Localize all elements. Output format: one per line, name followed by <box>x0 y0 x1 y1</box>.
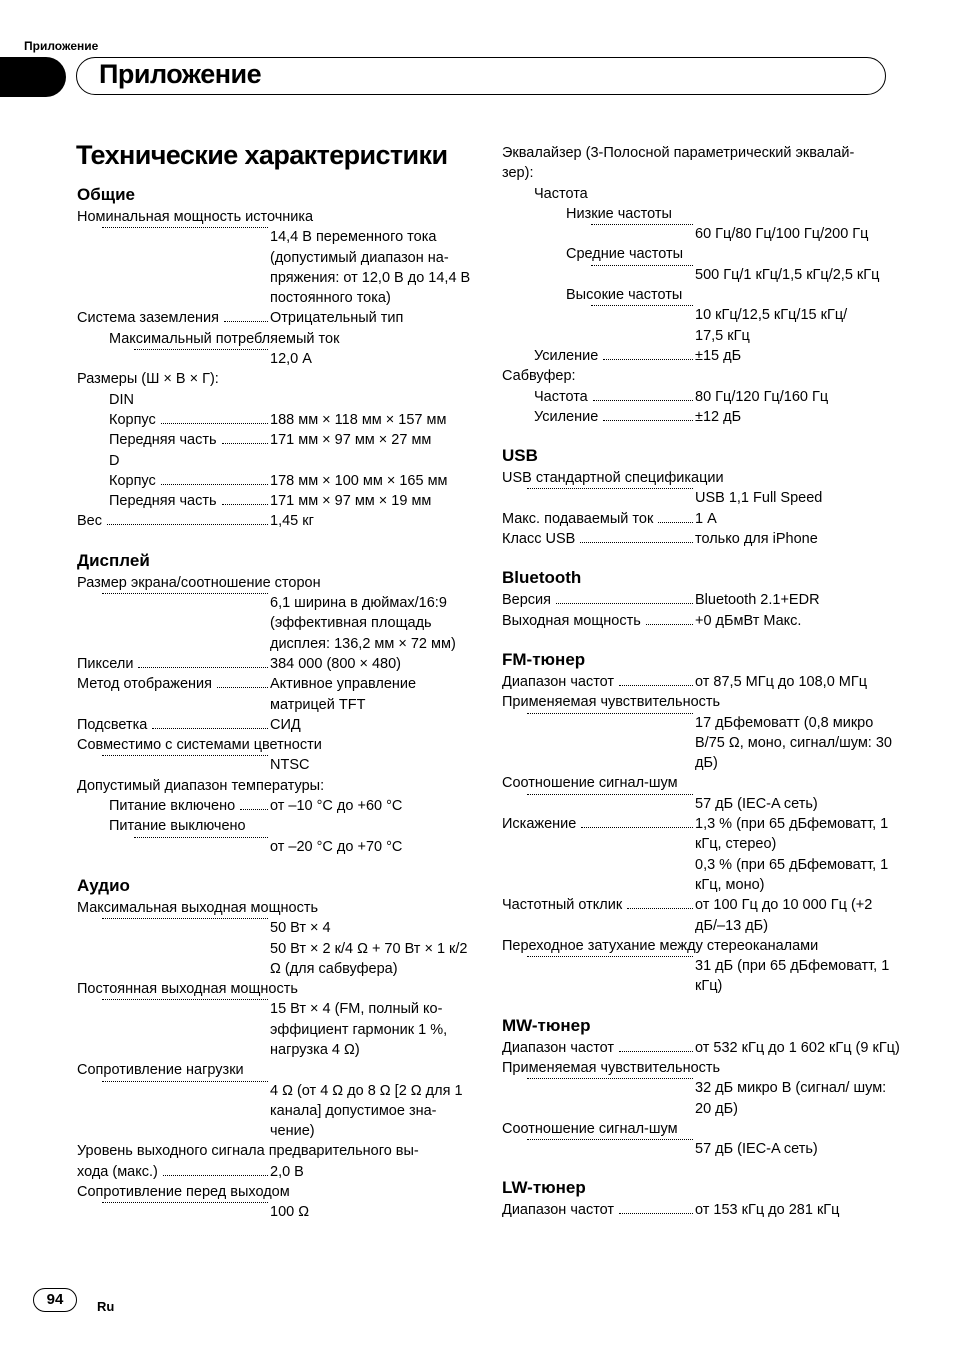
spec-label: Соотношение сигнал-шум <box>502 1120 678 1137</box>
spec-value: 384 000 (800 × 480) <box>270 655 402 672</box>
dot-leader <box>224 321 268 322</box>
spec-value: USB 1,1 Full Speed <box>695 490 823 507</box>
spec-value: Bluetooth 2.1+EDR <box>695 592 820 609</box>
spec-block-equalizer <box>502 143 902 427</box>
spec-label: Сабвуфер: <box>502 368 576 385</box>
section-heading-audio: Аудио <box>77 875 130 895</box>
spec-row <box>502 163 902 183</box>
spec-value: СИД <box>270 716 301 733</box>
spec-label: Средние частоты <box>566 246 684 263</box>
spec-row <box>77 755 472 775</box>
spec-label: DIN <box>109 391 134 408</box>
spec-row <box>502 956 902 997</box>
dot-leader <box>527 956 693 957</box>
spec-label: Уровень выходного сигнала предварительного вы- <box>77 1143 419 1160</box>
page-number: 94 <box>33 1288 77 1312</box>
dot-leader <box>161 423 268 424</box>
spec-row <box>77 898 472 918</box>
spec-row <box>502 1038 902 1058</box>
spec-row <box>77 776 472 796</box>
dot-leader <box>591 265 693 266</box>
dot-leader <box>619 685 693 686</box>
spec-row <box>502 305 902 346</box>
spec-block-display <box>77 573 472 857</box>
spec-label: Класс USB <box>502 531 576 548</box>
spec-row <box>502 509 902 529</box>
spec-label: Низкие частоты <box>566 205 672 222</box>
spec-label: Система заземления <box>77 310 219 327</box>
spec-value: 17 дБфемоватт (0,8 микро В/75 Ω, моно, сигнал/шум: 30 дБ) <box>695 714 892 772</box>
spec-value: от –20 °C до +70 °C <box>270 838 403 855</box>
spec-value: 32 дБ микро В (сигнал/ шум: 20 дБ) <box>695 1080 887 1117</box>
section-heading-usb: USB <box>502 446 538 466</box>
spec-row <box>77 999 472 1060</box>
section-heading-mw-tuner: MW-тюнер <box>502 1015 591 1035</box>
spec-row <box>77 796 472 816</box>
spec-row <box>502 387 902 407</box>
spec-label: Версия <box>502 592 552 609</box>
spec-row <box>502 794 902 814</box>
dot-leader <box>527 794 693 795</box>
spec-label: Применяемая чувствительность <box>502 694 721 711</box>
dot-leader <box>603 420 693 421</box>
spec-row <box>77 369 472 389</box>
right-column <box>502 143 902 1221</box>
spec-value: ±15 дБ <box>695 347 742 364</box>
section-header-box <box>76 57 886 95</box>
spec-row <box>77 715 472 735</box>
spec-row <box>77 593 472 654</box>
spec-label: Частотный отклик <box>502 897 623 914</box>
spec-row <box>77 410 472 430</box>
spec-value: 0,3 % (при 65 дБфемоватт, 1 кГц, моно) <box>695 856 889 893</box>
dot-leader <box>102 755 268 756</box>
dot-leader <box>527 488 693 489</box>
spec-row <box>77 573 472 593</box>
spec-value: 171 мм × 97 мм × 27 мм <box>270 432 432 449</box>
dot-leader <box>527 713 693 714</box>
spec-row <box>77 308 472 328</box>
dot-leader <box>222 443 268 444</box>
spec-label: Высокие частоты <box>566 287 683 304</box>
spec-label: D <box>109 452 120 469</box>
spec-row <box>502 611 902 631</box>
dot-leader <box>580 542 693 543</box>
spec-label: Вес <box>77 513 102 530</box>
spec-row <box>77 979 472 999</box>
spec-label: Допустимый диапазон температуры: <box>77 777 325 794</box>
spec-block-fm-tuner <box>502 672 902 997</box>
spec-row <box>502 407 902 427</box>
section-title: Приложение <box>99 59 262 89</box>
section-heading-lw-tuner: LW-тюнер <box>502 1178 586 1198</box>
spec-label: Номинальная мощность источника <box>77 209 314 225</box>
spec-row <box>77 329 472 349</box>
spec-label: Передняя часть <box>109 493 217 510</box>
spec-value: 1 А <box>695 510 717 527</box>
spec-row <box>502 244 902 264</box>
spec-row <box>77 1081 472 1142</box>
dot-leader <box>222 504 268 505</box>
spec-row <box>77 451 472 471</box>
spec-value: 4 Ω (от 4 Ω до 8 Ω [2 Ω для 1 канала] допустимое зна-чение) <box>270 1082 463 1140</box>
spec-label: Выходная мощность <box>502 612 641 629</box>
dot-leader <box>107 524 268 525</box>
section-heading-display: Дисплей <box>77 550 150 570</box>
spec-row <box>77 735 472 755</box>
spec-row <box>502 265 902 285</box>
spec-row <box>77 918 472 938</box>
spec-block-bluetooth <box>502 590 902 631</box>
dot-leader <box>134 349 268 350</box>
spec-value: 500 Гц/1 кГц/1,5 кГц/2,5 кГц <box>695 266 880 283</box>
spec-row <box>502 672 902 692</box>
spec-block-general <box>77 207 472 532</box>
spec-row <box>502 590 902 610</box>
spec-value: 2,0 В <box>270 1163 304 1180</box>
spec-row <box>77 816 472 836</box>
dot-leader <box>217 687 268 688</box>
dot-leader <box>138 667 268 668</box>
dot-leader <box>591 224 693 225</box>
section-tab-marker <box>0 57 66 97</box>
spec-row <box>502 224 902 244</box>
spec-row <box>77 837 472 857</box>
dot-leader <box>527 1139 693 1140</box>
spec-row <box>502 488 902 508</box>
spec-value: от 87,5 МГц до 108,0 МГц <box>695 673 868 690</box>
spec-row <box>77 349 472 369</box>
spec-label: Метод отображения <box>77 676 212 693</box>
spec-label: Диапазон частот <box>502 1039 615 1056</box>
spec-value: 15 Вт × 4 (FM, полный ко-эффициент гармоник 1 %, нагрузка 4 Ω) <box>270 1001 448 1058</box>
spec-label: Пиксели <box>77 655 134 672</box>
spec-row <box>502 1139 902 1159</box>
dot-leader <box>619 1213 693 1214</box>
spec-value: Активное управление матрицей TFT <box>270 676 417 713</box>
spec-row <box>502 895 902 936</box>
dot-leader <box>102 1202 268 1203</box>
spec-row <box>502 366 902 386</box>
spec-row <box>77 511 472 531</box>
spec-value: NTSC <box>270 757 310 774</box>
spec-label: зер): <box>502 165 534 182</box>
spec-row <box>502 692 902 712</box>
spec-label: хода (макс.) <box>77 1163 158 1180</box>
spec-label: Сопротивление нагрузки <box>77 1062 244 1079</box>
spec-label: Питание включено <box>109 798 236 815</box>
spec-row <box>77 654 472 674</box>
spec-row <box>77 674 472 715</box>
spec-value: 100 Ω <box>270 1204 310 1221</box>
section-heading-general: Общие <box>77 185 135 204</box>
dot-leader <box>102 227 268 228</box>
spec-value: 60 Гц/80 Гц/100 Гц/200 Гц <box>695 226 869 243</box>
dot-leader <box>658 522 693 523</box>
spec-value: 12,0 А <box>270 351 312 368</box>
spec-row <box>502 346 902 366</box>
spec-value: 80 Гц/120 Гц/160 Гц <box>695 388 829 405</box>
dot-leader <box>591 305 693 306</box>
spec-row <box>77 1202 472 1222</box>
spec-value: 171 мм × 97 мм × 19 мм <box>270 493 432 510</box>
dot-leader <box>627 908 693 909</box>
spec-row <box>502 468 902 488</box>
spec-label: Подсветка <box>77 716 148 733</box>
dot-leader <box>581 827 693 828</box>
dot-leader <box>593 400 693 401</box>
spec-label: Совместимо с системами цветности <box>77 737 322 754</box>
spec-label: Частота <box>534 185 588 202</box>
spec-value: 50 Вт × 2 к/4 Ω + 70 Вт × 1 к/2 Ω (для сабвуфера) <box>270 940 468 977</box>
spec-block-usb <box>502 468 902 549</box>
spec-row <box>77 430 472 450</box>
spec-label: Макс. подаваемый ток <box>502 510 654 527</box>
section-heading-fm-tuner: FM-тюнер <box>502 649 586 669</box>
spec-value: Отрицательный тип <box>270 310 404 327</box>
spec-label: Применяемая чувствительность <box>502 1059 721 1076</box>
running-header-label: Приложение <box>24 39 99 53</box>
spec-row <box>502 204 902 224</box>
spec-value: +0 дБмВт Макс. <box>695 612 802 629</box>
spec-row <box>77 939 472 980</box>
spec-label: Сопротивление перед выходом <box>77 1184 290 1201</box>
page-title: Технические характеристики <box>76 140 448 170</box>
spec-row <box>502 855 902 896</box>
spec-row <box>77 207 472 227</box>
dot-leader <box>102 1081 268 1082</box>
spec-row <box>502 529 902 549</box>
spec-value: 178 мм × 100 мм × 165 мм <box>270 472 448 489</box>
spec-row <box>502 773 902 793</box>
spec-value: от 153 кГц до 281 кГц <box>695 1202 840 1219</box>
spec-block-lw-tuner <box>502 1200 902 1220</box>
spec-value: 57 дБ (IEC-A сеть) <box>695 1141 818 1158</box>
section-heading-bluetooth: Bluetooth <box>502 568 582 588</box>
dot-leader <box>152 728 268 729</box>
spec-row <box>502 713 902 774</box>
spec-row <box>77 1162 472 1182</box>
left-column <box>77 184 472 1223</box>
dot-leader <box>603 359 693 360</box>
spec-row <box>77 1182 472 1202</box>
spec-value: 10 кГц/12,5 кГц/15 кГц/ 17,5 кГц <box>695 307 848 344</box>
language-code: Ru <box>97 1299 115 1314</box>
spec-value: ±12 дБ <box>695 408 742 425</box>
dot-leader <box>163 1175 268 1176</box>
spec-label: Соотношение сигнал-шум <box>502 775 678 792</box>
spec-value: 6,1 ширина в дюймах/16:9 (эффективная площадь дисплея: 136,2 мм × 72 мм) <box>270 595 456 652</box>
spec-row <box>502 143 902 163</box>
spec-label: Эквалайзер (3-Полосной параметрический эквалай- <box>502 145 855 161</box>
spec-row <box>77 491 472 511</box>
spec-row <box>502 1119 902 1139</box>
spec-label: Диапазон частот <box>502 1202 615 1219</box>
spec-value: 1,3 % (при 65 дБфемоватт, 1 кГц, стерео) <box>695 816 889 853</box>
spec-label: Питание выключено <box>109 818 246 835</box>
spec-block-mw-tuner <box>502 1038 902 1160</box>
spec-value: от 532 кГц до 1 602 кГц (9 кГц) <box>695 1039 900 1056</box>
spec-row <box>502 1200 902 1220</box>
spec-value: 50 Вт × 4 <box>270 920 331 937</box>
spec-label: Частота <box>534 388 588 405</box>
spec-label: Максимальная выходная мощность <box>77 899 319 916</box>
spec-label: Диапазон частот <box>502 673 615 690</box>
dot-leader <box>527 1078 693 1079</box>
spec-label: Усиление <box>534 347 599 364</box>
spec-row <box>502 1078 902 1119</box>
spec-row <box>502 814 902 855</box>
spec-row <box>77 227 472 308</box>
spec-label: Искажение <box>502 816 577 833</box>
spec-value: 57 дБ (IEC-A сеть) <box>695 795 818 812</box>
dot-leader <box>161 484 268 485</box>
dot-leader <box>102 593 268 594</box>
spec-label: Постоянная выходная мощность <box>77 981 298 998</box>
spec-label: Максимальный потребляемый ток <box>109 330 340 347</box>
dot-leader <box>646 624 693 625</box>
spec-value: от –10 °C до +60 °C <box>270 798 403 815</box>
spec-block-audio <box>77 898 472 1223</box>
dot-leader <box>619 1051 693 1052</box>
spec-row <box>502 285 902 305</box>
dot-leader <box>240 809 268 810</box>
spec-value: от 100 Гц до 10 000 Гц (+2 дБ/–13 дБ) <box>695 897 873 934</box>
spec-label: Размеры (Ш × В × Г): <box>77 371 219 388</box>
spec-row <box>502 184 902 204</box>
spec-value: 188 мм × 118 мм × 157 мм <box>270 411 447 428</box>
spec-row <box>77 471 472 491</box>
spec-value: 14,4 В переменного тока (допустимый диапазон на-пряжения: от 12,0 В до 14,4 В постоянного тока) <box>270 229 471 307</box>
spec-value: 31 дБ (при 65 дБфемоватт, 1 кГц) <box>695 958 890 995</box>
dot-leader <box>556 603 693 604</box>
spec-row <box>77 390 472 410</box>
spec-label: Размер экрана/соотношение сторон <box>77 574 321 591</box>
spec-label: USB стандартной спецификации <box>502 470 724 487</box>
spec-row <box>77 1141 472 1161</box>
spec-label: Усиление <box>534 408 599 425</box>
dot-leader <box>102 918 268 919</box>
spec-label: Корпус <box>109 472 156 489</box>
dot-leader <box>102 999 268 1000</box>
dot-leader <box>134 837 268 838</box>
spec-value: только для iPhone <box>695 531 818 548</box>
spec-value: 1,45 кг <box>270 513 314 530</box>
spec-row <box>77 1060 472 1080</box>
spec-row <box>502 1058 902 1078</box>
spec-row <box>502 936 902 956</box>
spec-label: Передняя часть <box>109 432 217 449</box>
spec-label: Корпус <box>109 411 156 428</box>
spec-label: Переходное затухание между стереоканалами <box>502 937 819 954</box>
